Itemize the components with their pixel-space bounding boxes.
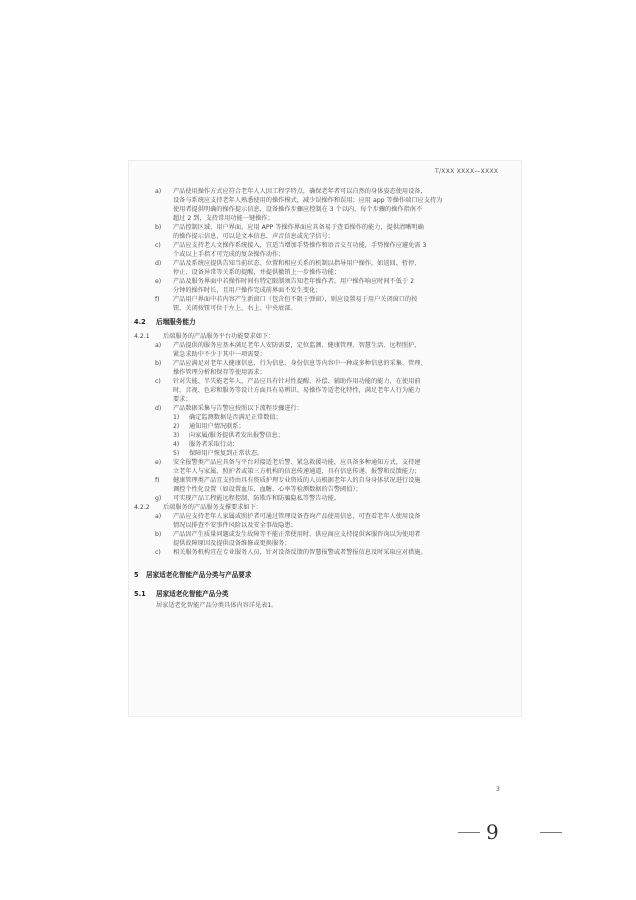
list-item-label: a)	[155, 342, 162, 349]
clause-number: 4.2.1	[134, 333, 150, 340]
step-label: 3)	[173, 432, 180, 439]
list-item-line: 产品应支持老人文操作系统接入，宜适当增加手势操作和语音交互功能，手势操作应避免需 3	[173, 242, 427, 249]
inner-page-number: 3	[496, 786, 500, 793]
standard-number: T/XXX XXXX—XXXX	[435, 168, 499, 175]
step-text: 向家属/服务提供者发出报警信息；	[189, 432, 284, 439]
list-item-line: 个或以上手指才可完成的复杂操作动作；	[173, 251, 285, 258]
section-number: 4.2	[134, 318, 146, 326]
list-item-label: c)	[155, 549, 161, 556]
list-item-line: 产品应支持老年人家属或照护者可通过管理设备查询产品使用信息，可查看老年人使用设备	[173, 513, 421, 520]
page-number-dash-left	[458, 832, 480, 833]
list-item-line: 时、音视、色彩和服务等设计方面具有易辨识、易操作等适老化特性，满足老年人行为能力	[173, 387, 421, 394]
list-item-line: 分钟的操作时长，且用户操作完成前界面不发生变化；	[173, 287, 322, 294]
list-item-line: 停止、设备异常等关系的提醒，并提供撤销上一步操作功能；	[173, 269, 341, 276]
list-item-line: 产品数据采集与告警应按照以下流程步骤进行：	[173, 405, 303, 412]
body-text: 居家适老化智能产品分类具体内容详见表1。	[156, 602, 278, 609]
list-item-line: 的操作提示信息，可以是文本信息、声音信息或光学信号；	[173, 233, 334, 240]
list-item-line: 产品用户界面中若内容产生新窗口（包含但不限于弹窗），则应设置易于用户关闭窗口的按	[173, 296, 418, 303]
section-title: 后端服务能力	[156, 318, 196, 326]
list-item-line: 钮，关闭按钮可位于左上、右上、中央底部。	[173, 305, 297, 312]
chapter-title: 居家适老化智能产品分类与产品要求	[146, 571, 252, 579]
list-item-line: 产品因产生质量问题或发生故障等不能正常使用时，供应商应支持提供客服咨询以为使用者	[173, 531, 421, 538]
list-item-label: c)	[155, 378, 161, 385]
clause-number: 4.2.2	[134, 504, 150, 511]
list-item-line: 紧急求助中不少于其中一项需要；	[173, 351, 266, 358]
list-item-label: a)	[155, 513, 162, 520]
list-item-line: 可实现产品工程能远程控制、防欺诈和防骗隐私等警告功能。	[173, 495, 341, 502]
list-item-line: 安全报警类产品应具备与平台对接适老后警、紧急救援功能，应具备多种通知方式，支持建	[173, 459, 421, 466]
list-item-label: d)	[155, 405, 162, 412]
step-text: 确定监测数据是否满足正常数值；	[189, 414, 282, 421]
clause-intro: 后端服务的产品服务平台功能要求如下：	[163, 333, 275, 340]
list-item-line: 产品控制区域、用户界面、应用 APP 等操作界面应具备易于查看操作的能力，提供清晰明确	[173, 224, 424, 231]
section-number: 5.1	[134, 590, 146, 598]
list-item-line: 情况以排查不安事件风险以及安全事故隐患；	[173, 522, 297, 529]
list-item-line: 针对失能、半失能老年人，产品应具有针对性提醒、补偿、辅助作用功能的能力，在使用前	[173, 378, 421, 385]
list-item-line: 产品及服务界面中若操作时间有特定限制须告知老年操作者，用户操作响应时间不低于 2	[173, 278, 415, 285]
list-item-line: 相关服务机构宜在专业服务人员，针对设备反馈的智慧报警或者警报信息及时采取应对措施。	[173, 549, 427, 556]
step-text: 服务者采取行动；	[189, 441, 239, 448]
step-text: 保障用户恢复到正常状态。	[189, 450, 264, 457]
list-item-line: 产品应满足对老年人健康信息、行为信息、身份信息等内容中一种或多种信息的采集、管理、	[173, 360, 427, 367]
list-item-line: 要求；	[173, 396, 192, 403]
list-item-line: 产品使用操作方式应符合老年人人因工程学特点，确保老年者可以自然的身体姿态使用设备，	[173, 188, 427, 195]
list-item-line: 操作管理分析和保存等使用需求；	[173, 369, 266, 376]
list-item-label: b)	[155, 224, 162, 231]
list-item-line: 调控个性化设置（如设置血压、血糖、心率等检测数据的告警阈值）；	[173, 486, 362, 493]
list-item-label: a)	[155, 188, 162, 195]
list-item-label: c)	[155, 242, 161, 249]
book-page-number: 9	[486, 820, 499, 844]
list-item-label: e)	[155, 278, 162, 285]
list-item-label: f)	[155, 296, 160, 303]
list-item-label: b)	[155, 531, 162, 538]
list-item-line: 健康管理类产品宜支持由具有资质护理专业资质的人员根据老年人的自身身体状况进行设施	[173, 477, 421, 484]
list-item-label: d)	[155, 260, 162, 267]
list-item-line: 立老年人与家属、照护者或第三方机构的信息传递通道，具有信息传递、报警和反馈能力；	[173, 468, 421, 475]
list-item-label: e)	[155, 459, 162, 466]
step-text: 通知用户情况联系；	[189, 423, 245, 430]
step-label: 5)	[173, 450, 180, 457]
step-label: 1)	[173, 414, 180, 421]
chapter-number: 5	[134, 571, 139, 579]
list-item-label: b)	[155, 360, 162, 367]
clause-intro: 后端服务的产品服务支撑要求如下：	[163, 504, 262, 511]
list-item-line: 提供故障原因及提供设备维修或更换服务；	[173, 540, 291, 547]
section-title: 居家适老化智能产品分类	[156, 590, 229, 598]
page-number-dash-right	[540, 832, 562, 833]
list-item-line: 超过 2 到，支持常用功能一键操作；	[173, 215, 274, 222]
list-item-label: g)	[155, 495, 162, 502]
list-item-line: 产品及系统应提供告知当前状态、位置和相应关系的机制以指导用户操作，如返回、暂停、	[173, 260, 421, 267]
list-item-line: 使用者提供明确的操作提示信息，设备操作步骤应控制在 3 个以内，每个步骤的操作指南不	[173, 206, 423, 213]
step-label: 2)	[173, 423, 180, 430]
step-label: 4)	[173, 441, 180, 448]
list-item-line: 设备与系统应支持老年人熟悉使用的操作模式，减少误操作和误用；应用 app 等操作端口应支持为	[173, 197, 443, 204]
list-item-label: f)	[155, 477, 160, 484]
list-item-line: 产品提供的服务应基本满足老年人安防需要，定位监测、健康管理、智慧生活、远程照护、	[173, 342, 421, 349]
